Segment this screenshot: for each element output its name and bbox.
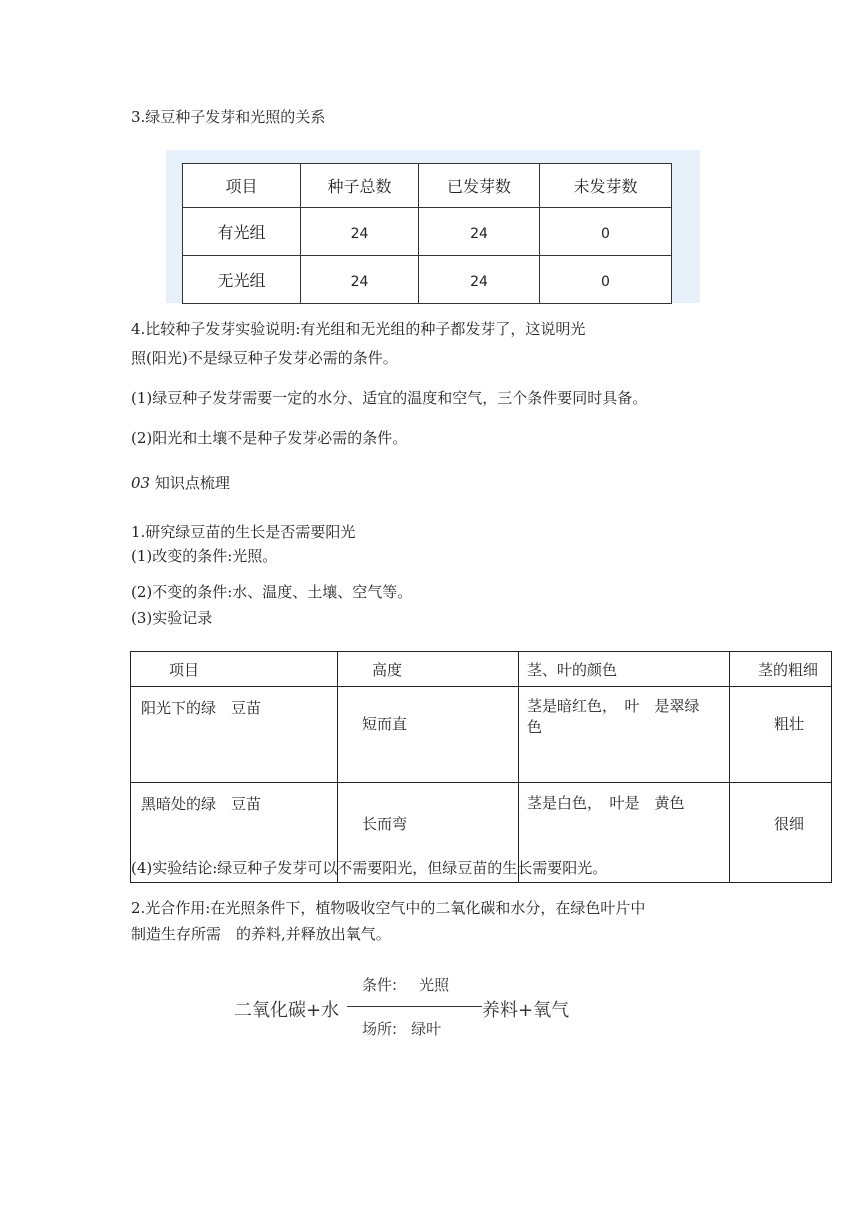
table-header-cell: 种子总数 (301, 164, 419, 208)
table-cell: 茎是白色， 叶是 黄色 (519, 783, 730, 883)
photosynthesis-line-2: 制造生存所需 的养料,并释放出氧气。 (131, 925, 391, 943)
photosynthesis-line-1: 2.光合作用:在光照条件下，植物吸收空气中的二氧化碳和水分，在绿色叶片中 (131, 899, 646, 917)
table-cell (519, 687, 730, 783)
table-cell: 无光组 (183, 256, 301, 304)
formula-arrow-line (347, 1006, 482, 1007)
table-header-row (131, 652, 832, 687)
condition-label: 条件: (362, 976, 398, 994)
formula-place (362, 1018, 441, 1039)
experiment-record-table (130, 651, 832, 883)
point-1: (1)绿豆种子发芽需要一定的水分、适宜的温度和空气，三个条件要同时具备。 (131, 389, 648, 407)
point-2: (2)阳光和土壤不是种子发芽必需的条件。 (131, 429, 408, 447)
table-cell: 0 (540, 256, 672, 304)
table-cell: 粗壮 (730, 687, 832, 783)
formula-reactants: 二氧化碳+水 (234, 1000, 340, 1021)
table-cell: 24 (419, 256, 540, 304)
heading-3: 3.绿豆种子发芽和光照的关系 (131, 108, 326, 126)
section-heading (131, 472, 230, 493)
place-value: 绿叶 (411, 1020, 442, 1038)
table-cell: 24 (301, 208, 419, 256)
table-header-cell: 项目 (183, 164, 301, 208)
table-header-cell: 高度 (338, 652, 519, 687)
table-cell: 黑暗处的绿 豆苗 (131, 783, 338, 883)
paragraph-4-line-1: 4.比较种子发芽实验说明:有光组和无光组的种子都发芽了，这说明光 (131, 320, 586, 338)
table-row (183, 256, 672, 304)
seed-light-table-image (166, 150, 700, 303)
table-cell: 0 (540, 208, 672, 256)
color-line-2: 色 (527, 718, 543, 736)
study-title: 1.研究绿豆苗的生长是否需要阳光 (131, 523, 356, 541)
table-header-cell: 已发芽数 (419, 164, 540, 208)
study-item-2: (2)不变的条件:水、温度、土壤、空气等。 (131, 583, 413, 601)
table-header-cell: 未发芽数 (540, 164, 672, 208)
color-line-1: 茎是暗红色， 叶 是翠绿 (527, 697, 700, 715)
section-number: 03 (131, 474, 151, 492)
paragraph-4-line-2: 照(阳光)不是绿豆种子发芽必需的条件。 (131, 349, 398, 367)
seed-light-table (182, 163, 672, 304)
table-header-cell: 项目 (131, 652, 338, 687)
table-cell: 短而直 (338, 687, 519, 783)
table-row (131, 687, 832, 783)
table-header-cell: 茎、叶的颜色 (519, 652, 730, 687)
section-title: 知识点梳理 (150, 474, 230, 492)
formula-condition (362, 974, 449, 995)
study-item-3: (3)实验记录 (131, 609, 213, 627)
formula-products: 养料+氧气 (482, 1000, 570, 1021)
table-cell: 有光组 (183, 208, 301, 256)
table-header-row (183, 164, 672, 208)
table-header-cell: 茎的粗细 (730, 652, 832, 687)
table-cell: 24 (301, 256, 419, 304)
table-cell: 长而弯 (338, 783, 519, 883)
photosynthesis-formula (234, 968, 594, 1048)
table-cell: 阳光下的绿 豆苗 (131, 687, 338, 783)
conclusion: (4)实验结论:绿豆种子发芽可以不需要阳光，但绿豆苗的生长需要阳光。 (131, 859, 608, 877)
study-item-1: (1)改变的条件:光照。 (131, 547, 278, 565)
condition-value: 光照 (419, 976, 450, 994)
table-cell: 24 (419, 208, 540, 256)
table-cell: 很细 (730, 783, 832, 883)
place-label: 场所: (362, 1020, 398, 1038)
table-row (183, 208, 672, 256)
